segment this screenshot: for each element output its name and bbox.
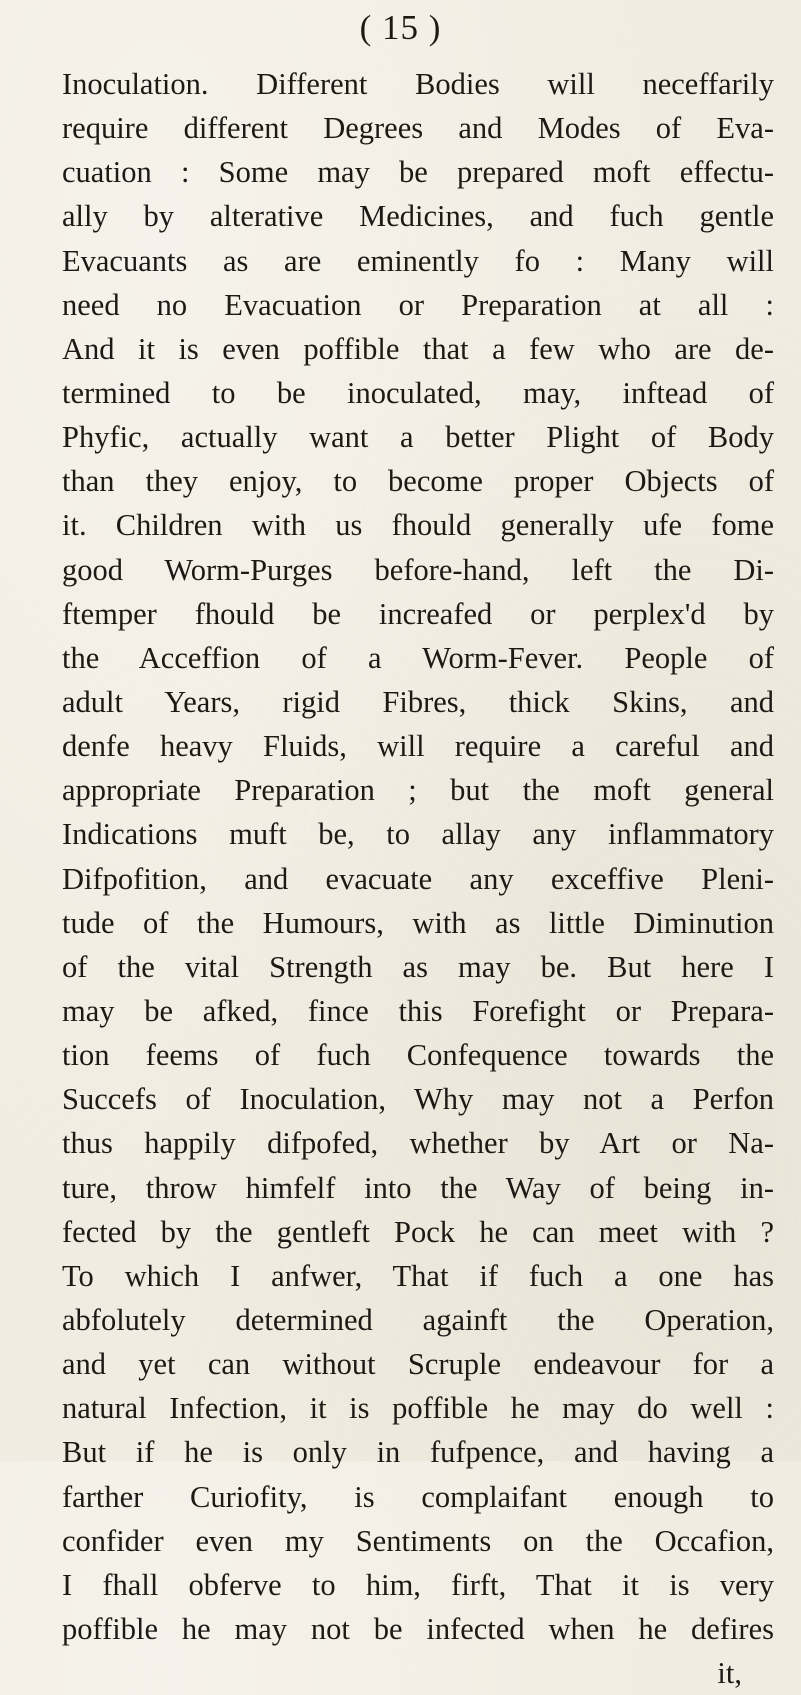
text-line: ture, throw himfelf into the Way of being in- bbox=[62, 1170, 774, 1205]
text-line: of the vital Strength as may be. But here I bbox=[62, 949, 774, 984]
text-line: Phyfic, actually want a better Plight of Body bbox=[62, 420, 774, 455]
page-number: ( 15 ) bbox=[359, 8, 442, 47]
text-line: termined to be inoculated, may, inftead of bbox=[62, 375, 774, 410]
text-line: the Acceffion of a Worm-Fever. People of bbox=[62, 640, 774, 675]
text-line: denfe heavy Fluids, will require a careful and bbox=[62, 729, 774, 764]
text-line: Evacuants as are eminently fo : Many will bbox=[62, 243, 774, 278]
text-line: and yet can without Scruple endeavour for a bbox=[62, 1347, 774, 1382]
text-line: tude of the Humours, with as little Diminution bbox=[62, 905, 774, 940]
text-line: abfolutely determined againft the Operation, bbox=[62, 1302, 774, 1337]
text-line: natural Infection, it is poffible he may do well : bbox=[62, 1391, 774, 1426]
text-line: poffible he may not be infected when he defires bbox=[62, 1611, 774, 1646]
text-line: ally by alterative Medicines, and fuch gentle bbox=[62, 199, 774, 234]
text-line: confider even my Sentiments on the Occafion, bbox=[62, 1523, 774, 1558]
text-line: Succefs of Inoculation, Why may not a Perfon bbox=[62, 1082, 774, 1117]
text-line: thus happily difpofed, whether by Art or Na- bbox=[62, 1126, 774, 1161]
catchword: it, bbox=[717, 1656, 742, 1691]
text-line: And it is even poffible that a few who are de- bbox=[62, 331, 774, 366]
text-line: require different Degrees and Modes of Eva- bbox=[62, 111, 774, 146]
text-line: adult Years, rigid Fibres, thick Skins, and bbox=[62, 684, 774, 719]
text-line: Inoculation. Different Bodies will neceffarily bbox=[62, 67, 774, 101]
text-line: good Worm-Purges before-hand, left the Di- bbox=[62, 552, 774, 587]
text-line: But if he is only in fufpence, and having a bbox=[62, 1435, 774, 1470]
text-line: need no Evacuation or Preparation at all : bbox=[62, 287, 774, 322]
text-line: may be afked, fince this Forefight or Prepara- bbox=[62, 993, 774, 1028]
text-line: ftemper fhould be increafed or perplex'd by bbox=[62, 596, 774, 631]
text-line: fected by the gentleft Pock he can meet with ? bbox=[62, 1214, 774, 1249]
text-line: Difpofition, and evacuate any exceffive Pleni- bbox=[62, 861, 774, 896]
text-line: farther Curiofity, is complaifant enough to bbox=[62, 1479, 774, 1514]
text-line: tion feems of fuch Confequence towards the bbox=[62, 1038, 774, 1073]
text-line: cuation : Some may be prepared moft effectu- bbox=[62, 155, 774, 190]
text-line: it. Children with us fhould generally ufe fome bbox=[62, 508, 774, 543]
text-line: To which I anfwer, That if fuch a one has bbox=[62, 1258, 774, 1293]
body-text bbox=[62, 62, 774, 1695]
text-line: than they enjoy, to become proper Objects of bbox=[62, 464, 774, 499]
text-line: Indications muft be, to allay any inflammatory bbox=[62, 817, 774, 852]
text-line: I fhall obferve to him, firft, That it is very bbox=[62, 1567, 774, 1602]
text-line: appropriate Preparation ; but the moft general bbox=[62, 773, 774, 808]
